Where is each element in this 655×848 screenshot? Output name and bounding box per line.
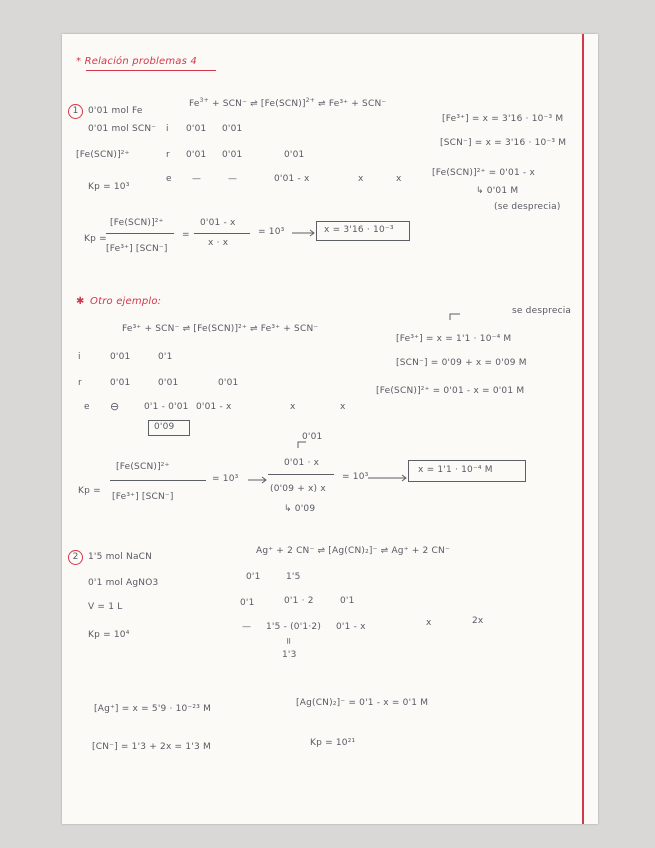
ex-frac2-den: (0'09 + x) x [270, 484, 326, 494]
p1-row-i-v2: 0'01 [222, 124, 243, 134]
p1-eq-fe-sup: 3+ [199, 97, 209, 104]
p1-row-e-v2: — [228, 174, 238, 184]
p1-row-e-v5: x [396, 174, 402, 184]
ex-row-e-v2: 0'1 - 0'01 [144, 402, 189, 412]
ex-bottom-note: ↳ 0'09 [284, 504, 316, 514]
p2-row3-v4: x [426, 618, 432, 628]
p2-given-nacn: 1'5 mol NaCN [88, 552, 153, 562]
p1-row-r-label: r [166, 150, 170, 160]
p2-given-agno3: 0'1 mol AgNO3 [88, 578, 159, 588]
p1-row-e-v1: — [192, 174, 202, 184]
ex-row-e-v3: 0'01 - x [196, 402, 232, 412]
problem-1-number: 1 [68, 104, 83, 119]
p1-eq-scn: + SCN⁻ [211, 99, 248, 109]
p1-given-kp: Kp = 10³ [88, 182, 130, 192]
p2-row3-v5: 2x [472, 616, 484, 626]
p2-row3-result: 1'3 [282, 650, 297, 660]
p1-row-r-v3: 0'01 [284, 150, 305, 160]
ex-row-e-v5: x [340, 402, 346, 412]
p1-frac2-eq: = [182, 230, 190, 240]
p1-row-i-label: i [166, 124, 169, 134]
p2-row3-v2: 1'5 - (0'1·2) [266, 622, 322, 632]
p1-row-e-v4: x [358, 174, 364, 184]
ex-note-arrow [450, 314, 460, 320]
example-bullet: ✱ [76, 296, 85, 307]
p1-given-scn: 0'01 mol SCN⁻ [88, 124, 157, 134]
ex-frac1-den: [Fe³⁺] [SCN⁻] [112, 492, 174, 502]
ex-frac1-num: [Fe(SCN)]²⁺ [116, 462, 170, 472]
ex-answer: x = 1'1 · 10⁻⁴ M [418, 465, 493, 475]
p2-result-cn: [CN⁻] = 1'3 + 2x = 1'3 M [92, 742, 211, 752]
ex-row-r-v3: 0'01 [218, 378, 239, 388]
p1-eq-fe: Fe [189, 99, 200, 109]
p1-side-note: (se desprecia) [494, 202, 561, 212]
ex-row-i-v1: 0'01 [110, 352, 131, 362]
p2-row2-v1: 0'1 [240, 598, 255, 608]
example-title: Otro ejemplo: [90, 296, 162, 307]
problem-2-number: 2 [68, 550, 83, 565]
ex-eq-result: = 10³ [212, 474, 239, 484]
p2-given-volume: V = 1 L [88, 602, 123, 612]
p2-row2-v3: 0'1 [340, 596, 355, 606]
p1-answer: x = 3'16 · 10⁻³ [324, 225, 394, 235]
p1-row-i-v1: 0'01 [186, 124, 207, 134]
ex-frac2-num: 0'01 · x [284, 458, 320, 468]
p1-side-complex: [Fe(SCN)]²⁺ = 0'01 - x [432, 168, 535, 178]
p1-side-scn: [SCN⁻] = x = 3'16 · 10⁻³ M [440, 138, 567, 148]
p2-result-complex: [Ag(CN)₂]⁻ = 0'1 - x = 0'1 M [296, 698, 429, 708]
ex-boxed-value: 0'09 [154, 422, 175, 432]
ex-top-note: 0'01 [302, 432, 323, 442]
p1-eq-rhs: ⇌ Fe³⁺ + SCN⁻ [318, 99, 387, 109]
ex-eq-result2: = 10³ [342, 472, 369, 482]
ex-side-fe: [Fe³⁺] = x = 1'1 · 10⁻⁴ M [396, 334, 512, 344]
notebook-page [62, 34, 598, 824]
p1-row-r-v1: 0'01 [186, 150, 207, 160]
ex-row-e-v4: x [290, 402, 296, 412]
p1-frac1-num: [Fe(SCN)]²⁺ [110, 218, 164, 228]
p1-side-fe: [Fe³⁺] = x = 3'16 · 10⁻³ M [442, 114, 564, 124]
ex-row-i-label: i [78, 352, 81, 362]
p1-row-r-v2: 0'01 [222, 150, 243, 160]
p1-given-complex: [Fe(SCN)]²⁺ [76, 150, 130, 160]
p1-eq-complex-sup: 2+ [305, 97, 315, 104]
ex-row-e-v1: ⊖ [110, 400, 120, 413]
p2-equation: Ag⁺ + 2 CN⁻ ⇌ [Ag(CN)₂]⁻ ⇌ Ag⁺ + 2 CN⁻ [256, 546, 450, 556]
ex-side-scn: [SCN⁻] = 0'09 + x = 0'09 M [396, 358, 527, 368]
ex-row-r-label: r [78, 378, 82, 388]
ex-row-e-label: e [84, 402, 90, 412]
p1-frac2-num: 0'01 - x [200, 218, 236, 228]
ex-row-i-v2: 0'1 [158, 352, 173, 362]
ex-side-note: se desprecia [512, 306, 572, 316]
p1-frac1-den: [Fe³⁺] [SCN⁻] [106, 244, 168, 254]
p2-row3-v3: 0'1 - x [336, 622, 366, 632]
p1-eq-result: = 10³ [258, 227, 285, 237]
ex-equation: Fe³⁺ + SCN⁻ ⇌ [Fe(SCN)]²⁺ ⇌ Fe³⁺ + SCN⁻ [122, 324, 319, 334]
p2-row3-eq: = [282, 637, 293, 645]
ex-row-r-v2: 0'01 [158, 378, 179, 388]
p2-result-ag: [Ag⁺] = x = 5'9 · 10⁻²³ M [94, 704, 212, 714]
p2-row1-v2: 1'5 [286, 572, 301, 582]
ex-kp-label: Kp = [78, 486, 101, 496]
p1-eq-complex: ⇌ [Fe(SCN)] [250, 99, 306, 109]
ex-top-note-arrow [298, 442, 306, 448]
p1-row-e-label: e [166, 174, 172, 184]
ex-row-r-v1: 0'01 [110, 378, 131, 388]
p2-row1-v1: 0'1 [246, 572, 261, 582]
p1-frac2-den: x · x [208, 238, 229, 248]
page-title: * Relación problemas 4 [76, 56, 197, 67]
p1-side-approx: ↳ 0'01 M [476, 186, 519, 196]
p2-row3-v1: — [242, 622, 252, 632]
p1-given-fe: 0'01 mol Fe [88, 106, 143, 116]
ex-side-complex: [Fe(SCN)]²⁺ = 0'01 - x = 0'01 M [376, 386, 525, 396]
p2-row2-v2: 0'1 · 2 [284, 596, 314, 606]
p1-kp-label: Kp = [84, 234, 107, 244]
p1-row-e-v3: 0'01 - x [274, 174, 310, 184]
p2-result-kp: Kp = 10²¹ [310, 738, 356, 748]
hand-drawn-arrows [62, 34, 598, 824]
p2-given-kp: Kp = 10⁴ [88, 630, 130, 640]
